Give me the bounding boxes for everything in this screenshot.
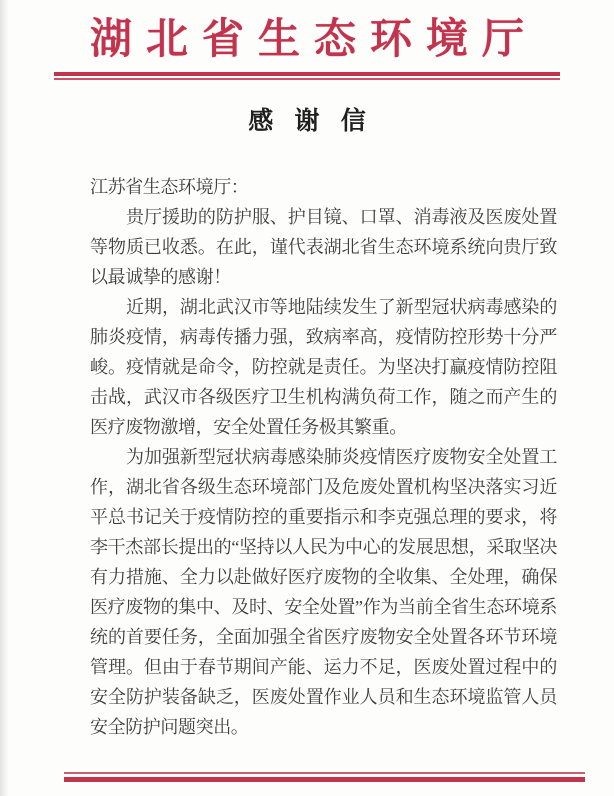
letter-title: 感谢信 (248, 107, 387, 136)
agency-name: 湖北省生态环境厅 (89, 17, 538, 63)
salutation: 江苏省生态环境厅： (90, 177, 249, 198)
body-paragraph-2: 近期，湖北武汉市等地陆续发生了新型冠状病毒感染的肺炎疫情，病毒传播力强，致病率高，疫情防控形势十分严峻。疫情就是命令，防控就是责任。为坚决打赢疫情防控阻击战，武汉市各级医疗卫生机构满负荷工作，随之而产生的医疗废物激增，安全处置任务极其繁重。 (90, 297, 557, 438)
footer-rule-thin-bar (64, 772, 585, 774)
footer-rule-thick-bar (64, 777, 585, 782)
letterhead (0, 0, 614, 80)
header-double-rule (54, 72, 560, 80)
body-paragraph-3: 为加强新型冠状病毒感染肺炎疫情医疗废物安全处置工作，湖北省各级生态环境部门及危废处置机构坚决落实习近平总书记关于疫情防控的重要指示和李克强总理的要求，将李干杰部长提出的“坚持以人民为中心的发展思想，采取坚决有力措施、全力以赴做好医疗废物的全收集、全处理，确保医疗废物的集中、及时、安全处置”作为当前全省生态环境系统的首要任务，全面加强全省医疗废物安全处置各环节环境管理。但由于春节期间产能、运力不足，医废处置过程中的安全防护装备缺乏，医废处置作业人员和生态环境监管人员安全防护问题突出。 (90, 447, 557, 738)
header-rule-thick-bar (54, 72, 560, 76)
header-rule-thin-bar (54, 78, 560, 80)
letter-body (90, 172, 557, 742)
footer-double-rule (64, 772, 585, 782)
body-paragraph-1: 贵厅援助的防护服、护目镜、口罩、消毒液及医废处置等物质已收悉。在此，谨代表湖北省生态环境系统向贵厅致以最诚挚的感谢！ (90, 207, 557, 288)
